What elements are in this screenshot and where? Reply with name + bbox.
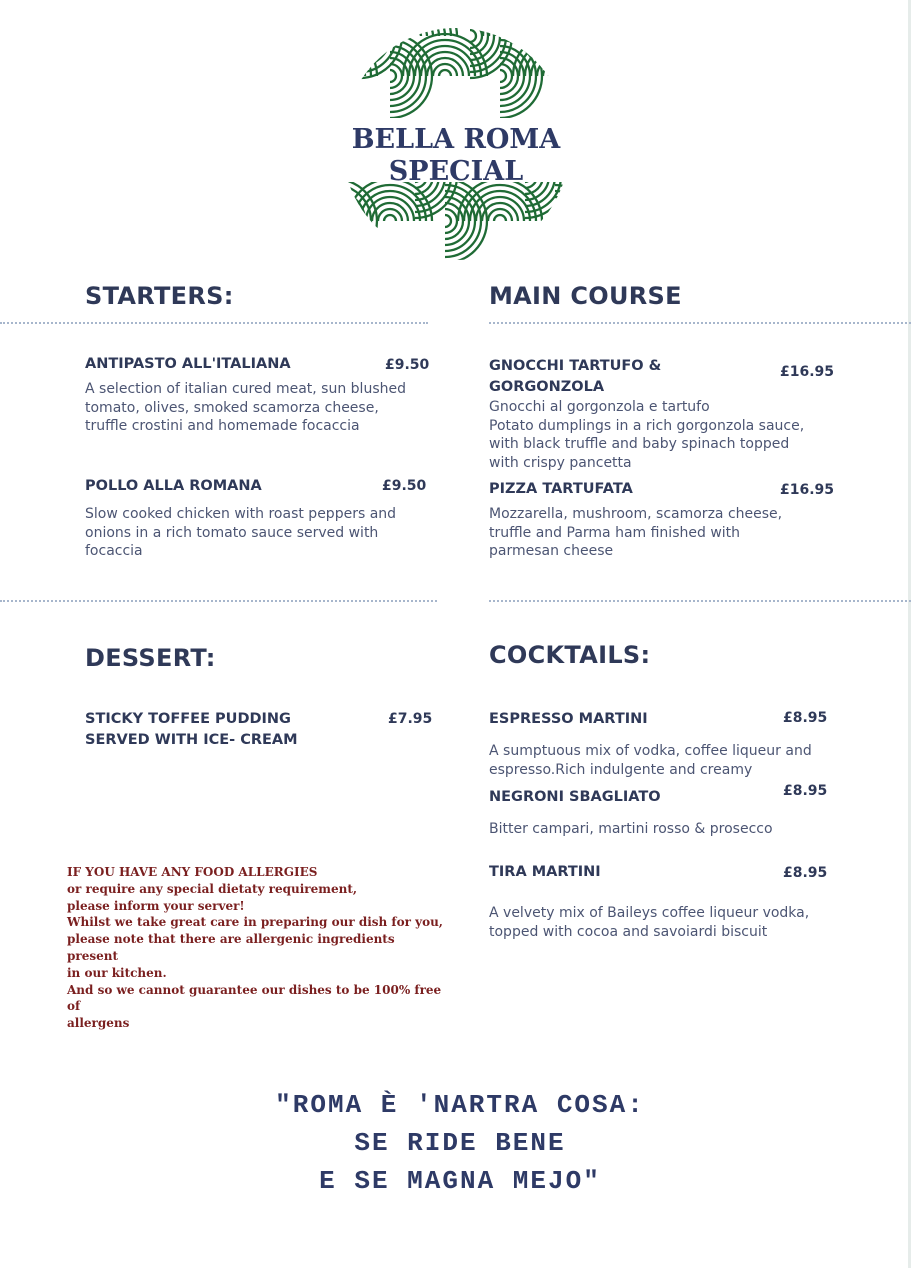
- main-item-description: Mozzarella, mushroom, scamorza cheese, truffle and Parma ham finished with parmesan cheese: [489, 506, 783, 559]
- cocktail-item-price: £8.95: [783, 783, 828, 799]
- main-item-price: £16.95: [780, 482, 835, 498]
- cocktails-heading: COCKTAILS:: [489, 641, 651, 669]
- main-item-name: PIZZA TARTUFATA: [489, 481, 633, 497]
- main-item-price: £16.95: [780, 364, 835, 380]
- starters-divider: [0, 322, 428, 324]
- cocktail-item-description: A sumptuous mix of vodka, coffee liqueur and espresso.Rich indulgente and creamy: [489, 743, 812, 778]
- main-item-description: Gnocchi al gorgonzola e tartufo Potato dumplings in a rich gorgonzola sauce, with black truffle and baby spinach topped with crispy pancetta: [489, 399, 805, 471]
- logo-title-line1: BELLA ROMA: [351, 124, 561, 155]
- cocktail-item-name: TIRA MARTINI: [489, 864, 601, 880]
- roman-quote: "ROMA È 'NARTRA COSA: SE RIDE BENE E SE MAGNA MEJO": [275, 1090, 645, 1196]
- dessert-item-price: £7.95: [388, 711, 433, 727]
- main-course-heading: MAIN COURSE: [489, 282, 682, 310]
- cocktail-item-name: ESPRESSO MARTINI: [489, 711, 648, 727]
- logo-title-line2: SPECIAL: [388, 156, 524, 187]
- main-item-name: GNOCCHI TARTUFO & GORGONZOLA: [489, 358, 662, 395]
- cocktail-item-price: £8.95: [783, 865, 828, 881]
- dessert-item-name: STICKY TOFFEE PUDDING SERVED WITH ICE- CREAM: [85, 711, 298, 748]
- starter-item-price: £9.50: [385, 357, 430, 373]
- starter-item-name: ANTIPASTO ALL'ITALIANA: [85, 356, 291, 372]
- cocktail-item-name: NEGRONI SBAGLIATO: [489, 789, 661, 805]
- dessert-heading: DESSERT:: [85, 644, 216, 672]
- starter-item-name: POLLO ALLA ROMANA: [85, 478, 262, 494]
- starter-item-price: £9.50: [382, 478, 427, 494]
- starter-item-description: Slow cooked chicken with roast peppers and onions in a rich tomato sauce served with focaccia: [85, 506, 397, 559]
- cocktail-item-description: Bitter campari, martini rosso & prosecco: [489, 821, 773, 837]
- section-divider: [489, 600, 911, 602]
- main-course-divider: [489, 322, 911, 324]
- section-divider: [0, 600, 437, 602]
- cocktail-item-price: £8.95: [783, 710, 828, 726]
- starters-heading: STARTERS:: [85, 282, 234, 310]
- cocktail-item-description: A velvety mix of Baileys coffee liqueur vodka, topped with cocoa and savoiardi biscuit: [489, 905, 810, 940]
- starter-item-description: A selection of italian cured meat, sun blushed tomato, olives, smoked scamorza cheese, truffle crostini and homemade focaccia: [85, 381, 406, 434]
- allergy-notice: IF YOU HAVE ANY FOOD ALLERGIES or require any special dietaty requirement, please inform your server! Whilst we take great care in preparing our dish for you, please note that there are allergenic ingredients present in our kitchen. And so we cannot guarantee our dishes to be 100% free of allergens: [67, 865, 443, 1031]
